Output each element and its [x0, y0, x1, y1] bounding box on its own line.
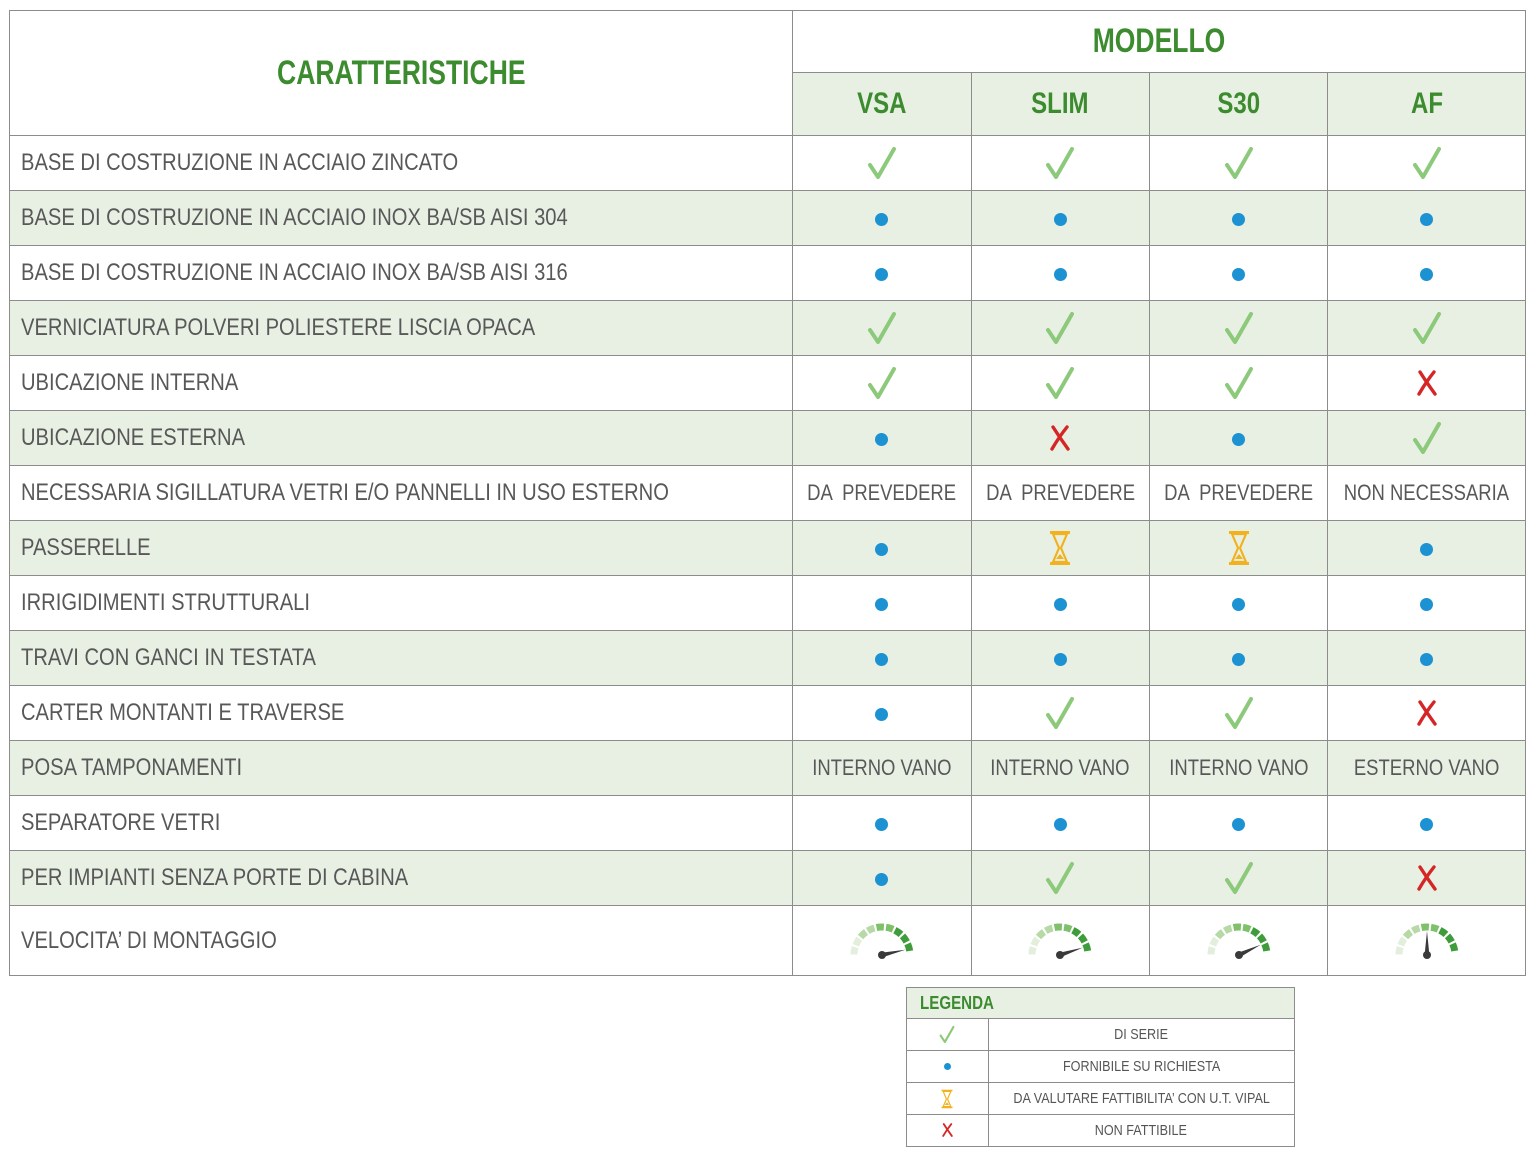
cell-vsa [793, 191, 971, 246]
cell-slim [971, 521, 1149, 576]
table-row [10, 851, 1526, 906]
column-header-vsa: VSA [793, 73, 971, 136]
dot-icon [875, 543, 888, 556]
table-row [10, 686, 1526, 741]
speed-gauge-icon [1025, 919, 1095, 963]
check-icon [1045, 146, 1075, 180]
check-icon [867, 146, 897, 180]
dot-icon [875, 873, 888, 886]
feature-label: NECESSARIA SIGILLATURA VETRI E/O PANNELLI IN USO ESTERNO [10, 466, 793, 521]
cell-af [1328, 906, 1526, 976]
cell-vsa [793, 246, 971, 301]
table-row [10, 906, 1526, 976]
cell-s30 [1149, 796, 1327, 851]
cell-slim [971, 136, 1149, 191]
cell-s30 [1149, 466, 1327, 521]
table-row [10, 136, 1526, 191]
cell-slim [971, 191, 1149, 246]
cell-af [1328, 686, 1526, 741]
cell-af [1328, 466, 1526, 521]
cell-slim [971, 851, 1149, 906]
dot-icon [1420, 543, 1433, 556]
check-icon [1045, 311, 1075, 345]
dot-icon [875, 268, 888, 281]
legend-row [907, 1115, 1295, 1147]
column-header-af: AF [1328, 73, 1526, 136]
table-row [10, 246, 1526, 301]
dot-icon [1420, 598, 1433, 611]
dot-icon [1232, 433, 1245, 446]
cell-af [1328, 796, 1526, 851]
cell-slim [971, 301, 1149, 356]
features-table [9, 10, 1526, 976]
speed-gauge-icon [1204, 919, 1274, 963]
dot-icon [875, 433, 888, 446]
feature-label: TRAVI CON GANCI IN TESTATA [10, 631, 793, 686]
speed-gauge-icon [847, 919, 917, 963]
legend-row [907, 1083, 1295, 1115]
cell-slim [971, 466, 1149, 521]
cell-slim [971, 631, 1149, 686]
dot-icon [1232, 598, 1245, 611]
dot-icon [1420, 268, 1433, 281]
feature-label: BASE DI COSTRUZIONE IN ACCIAIO INOX BA/SB AISI 304 [10, 191, 793, 246]
feature-label: PASSERELLE [10, 521, 793, 576]
check-icon [1224, 146, 1254, 180]
table-row [10, 631, 1526, 686]
cell-s30 [1149, 356, 1327, 411]
cell-vsa [793, 631, 971, 686]
check-icon [867, 366, 897, 400]
dot-icon [944, 1063, 951, 1070]
dot-icon [1232, 213, 1245, 226]
cell-af [1328, 356, 1526, 411]
cell-vsa [793, 411, 971, 466]
legend-table [906, 987, 1295, 1147]
dot-icon [1054, 213, 1067, 226]
cell-slim [971, 686, 1149, 741]
cell-slim [971, 576, 1149, 631]
legend-symbol [907, 1115, 989, 1147]
cell-vsa [793, 466, 971, 521]
speed-gauge-icon [1392, 919, 1462, 963]
check-icon [1045, 696, 1075, 730]
table-row [10, 466, 1526, 521]
feature-label: UBICAZIONE ESTERNA [10, 411, 793, 466]
dot-icon [875, 213, 888, 226]
cell-af [1328, 301, 1526, 356]
cell-af [1328, 741, 1526, 796]
cross-icon [941, 1122, 954, 1138]
hourglass-icon [941, 1089, 953, 1109]
cell-s30 [1149, 906, 1327, 976]
cell-text: DA PREVEDERE [985, 480, 1135, 505]
cell-af [1328, 576, 1526, 631]
check-icon [1224, 366, 1254, 400]
check-icon [1224, 696, 1254, 730]
check-icon [1224, 311, 1254, 345]
check-icon [939, 1025, 955, 1044]
dot-icon [1054, 598, 1067, 611]
cell-text: INTERNO VANO [1168, 755, 1309, 780]
cell-vsa [793, 576, 971, 631]
dot-icon [1054, 818, 1067, 831]
check-icon [1412, 146, 1442, 180]
cell-s30 [1149, 191, 1327, 246]
cross-icon [1415, 369, 1439, 397]
cell-vsa [793, 741, 971, 796]
hourglass-icon [1228, 530, 1250, 566]
feature-label: UBICAZIONE INTERNA [10, 356, 793, 411]
dot-icon [875, 653, 888, 666]
dot-icon [1420, 818, 1433, 831]
table-row [10, 191, 1526, 246]
table-row [10, 411, 1526, 466]
cell-s30 [1149, 411, 1327, 466]
cell-vsa [793, 136, 971, 191]
check-icon [1412, 421, 1442, 455]
cell-s30 [1149, 851, 1327, 906]
table-row [10, 301, 1526, 356]
cell-af [1328, 246, 1526, 301]
cell-af [1328, 136, 1526, 191]
cell-vsa [793, 796, 971, 851]
feature-label: SEPARATORE VETRI [10, 796, 793, 851]
legend-label: NON FATTIBILE [988, 1115, 1294, 1147]
column-header-s30: S30 [1149, 73, 1327, 136]
cross-icon [1415, 864, 1439, 892]
column-header-slim: SLIM [971, 73, 1149, 136]
cell-af [1328, 191, 1526, 246]
check-icon [1224, 861, 1254, 895]
cell-s30 [1149, 136, 1327, 191]
cell-slim [971, 906, 1149, 976]
cross-icon [1415, 699, 1439, 727]
dot-icon [875, 598, 888, 611]
feature-label: CARTER MONTANTI E TRAVERSE [10, 686, 793, 741]
check-icon [867, 311, 897, 345]
feature-label: VELOCITA’ DI MONTAGGIO [10, 906, 793, 976]
check-icon [1045, 366, 1075, 400]
table-row [10, 521, 1526, 576]
cell-vsa [793, 521, 971, 576]
feature-label: BASE DI COSTRUZIONE IN ACCIAIO INOX BA/SB AISI 316 [10, 246, 793, 301]
dot-icon [1232, 268, 1245, 281]
cell-vsa [793, 906, 971, 976]
cell-slim [971, 356, 1149, 411]
feature-label: PER IMPIANTI SENZA PORTE DI CABINA [10, 851, 793, 906]
legend-title: LEGENDA [907, 988, 1295, 1019]
cell-vsa [793, 301, 971, 356]
cell-vsa [793, 356, 971, 411]
dot-icon [1420, 653, 1433, 666]
feature-label: VERNICIATURA POLVERI POLIESTERE LISCIA OPACA [10, 301, 793, 356]
cell-text: DA PREVEDERE [807, 480, 957, 505]
model-header: MODELLO [793, 11, 1526, 73]
dot-icon [1420, 213, 1433, 226]
features-header: CARATTERISTICHE [10, 11, 793, 136]
check-icon [1045, 861, 1075, 895]
cell-af [1328, 411, 1526, 466]
cross-icon [1048, 424, 1072, 452]
table-row [10, 576, 1526, 631]
cell-text: ESTERNO VANO [1353, 755, 1500, 780]
dot-icon [1054, 653, 1067, 666]
cell-slim [971, 246, 1149, 301]
cell-slim [971, 741, 1149, 796]
legend-label: DA VALUTARE FATTIBILITA’ CON U.T. VIPAL [988, 1083, 1294, 1115]
legend-symbol [907, 1019, 989, 1051]
hourglass-icon [1049, 530, 1071, 566]
table-row [10, 796, 1526, 851]
feature-label: BASE DI COSTRUZIONE IN ACCIAIO ZINCATO [10, 136, 793, 191]
feature-label: POSA TAMPONAMENTI [10, 741, 793, 796]
check-icon [1412, 311, 1442, 345]
feature-label: IRRIGIDIMENTI STRUTTURALI [10, 576, 793, 631]
cell-vsa [793, 851, 971, 906]
legend-symbol [907, 1083, 989, 1115]
legend-label: FORNIBILE SU RICHIESTA [988, 1051, 1294, 1083]
cell-s30 [1149, 246, 1327, 301]
cell-af [1328, 521, 1526, 576]
cell-af [1328, 631, 1526, 686]
cell-s30 [1149, 741, 1327, 796]
cell-s30 [1149, 576, 1327, 631]
dot-icon [1232, 818, 1245, 831]
cell-af [1328, 851, 1526, 906]
dot-icon [1232, 653, 1245, 666]
cell-text: NON NECESSARIA [1343, 480, 1510, 505]
legend-row [907, 1019, 1295, 1051]
table-row [10, 356, 1526, 411]
cell-text: DA PREVEDERE [1164, 480, 1313, 505]
cell-slim [971, 796, 1149, 851]
cell-text: INTERNO VANO [812, 755, 952, 780]
cell-vsa [793, 686, 971, 741]
cell-text: INTERNO VANO [990, 755, 1130, 780]
cell-slim [971, 411, 1149, 466]
cell-s30 [1149, 686, 1327, 741]
legend-symbol [907, 1051, 989, 1083]
legend-row [907, 1051, 1295, 1083]
dot-icon [1054, 268, 1067, 281]
cell-s30 [1149, 301, 1327, 356]
dot-icon [875, 818, 888, 831]
dot-icon [875, 708, 888, 721]
table-row [10, 741, 1526, 796]
legend-label: DI SERIE [988, 1019, 1294, 1051]
cell-s30 [1149, 521, 1327, 576]
cell-s30 [1149, 631, 1327, 686]
